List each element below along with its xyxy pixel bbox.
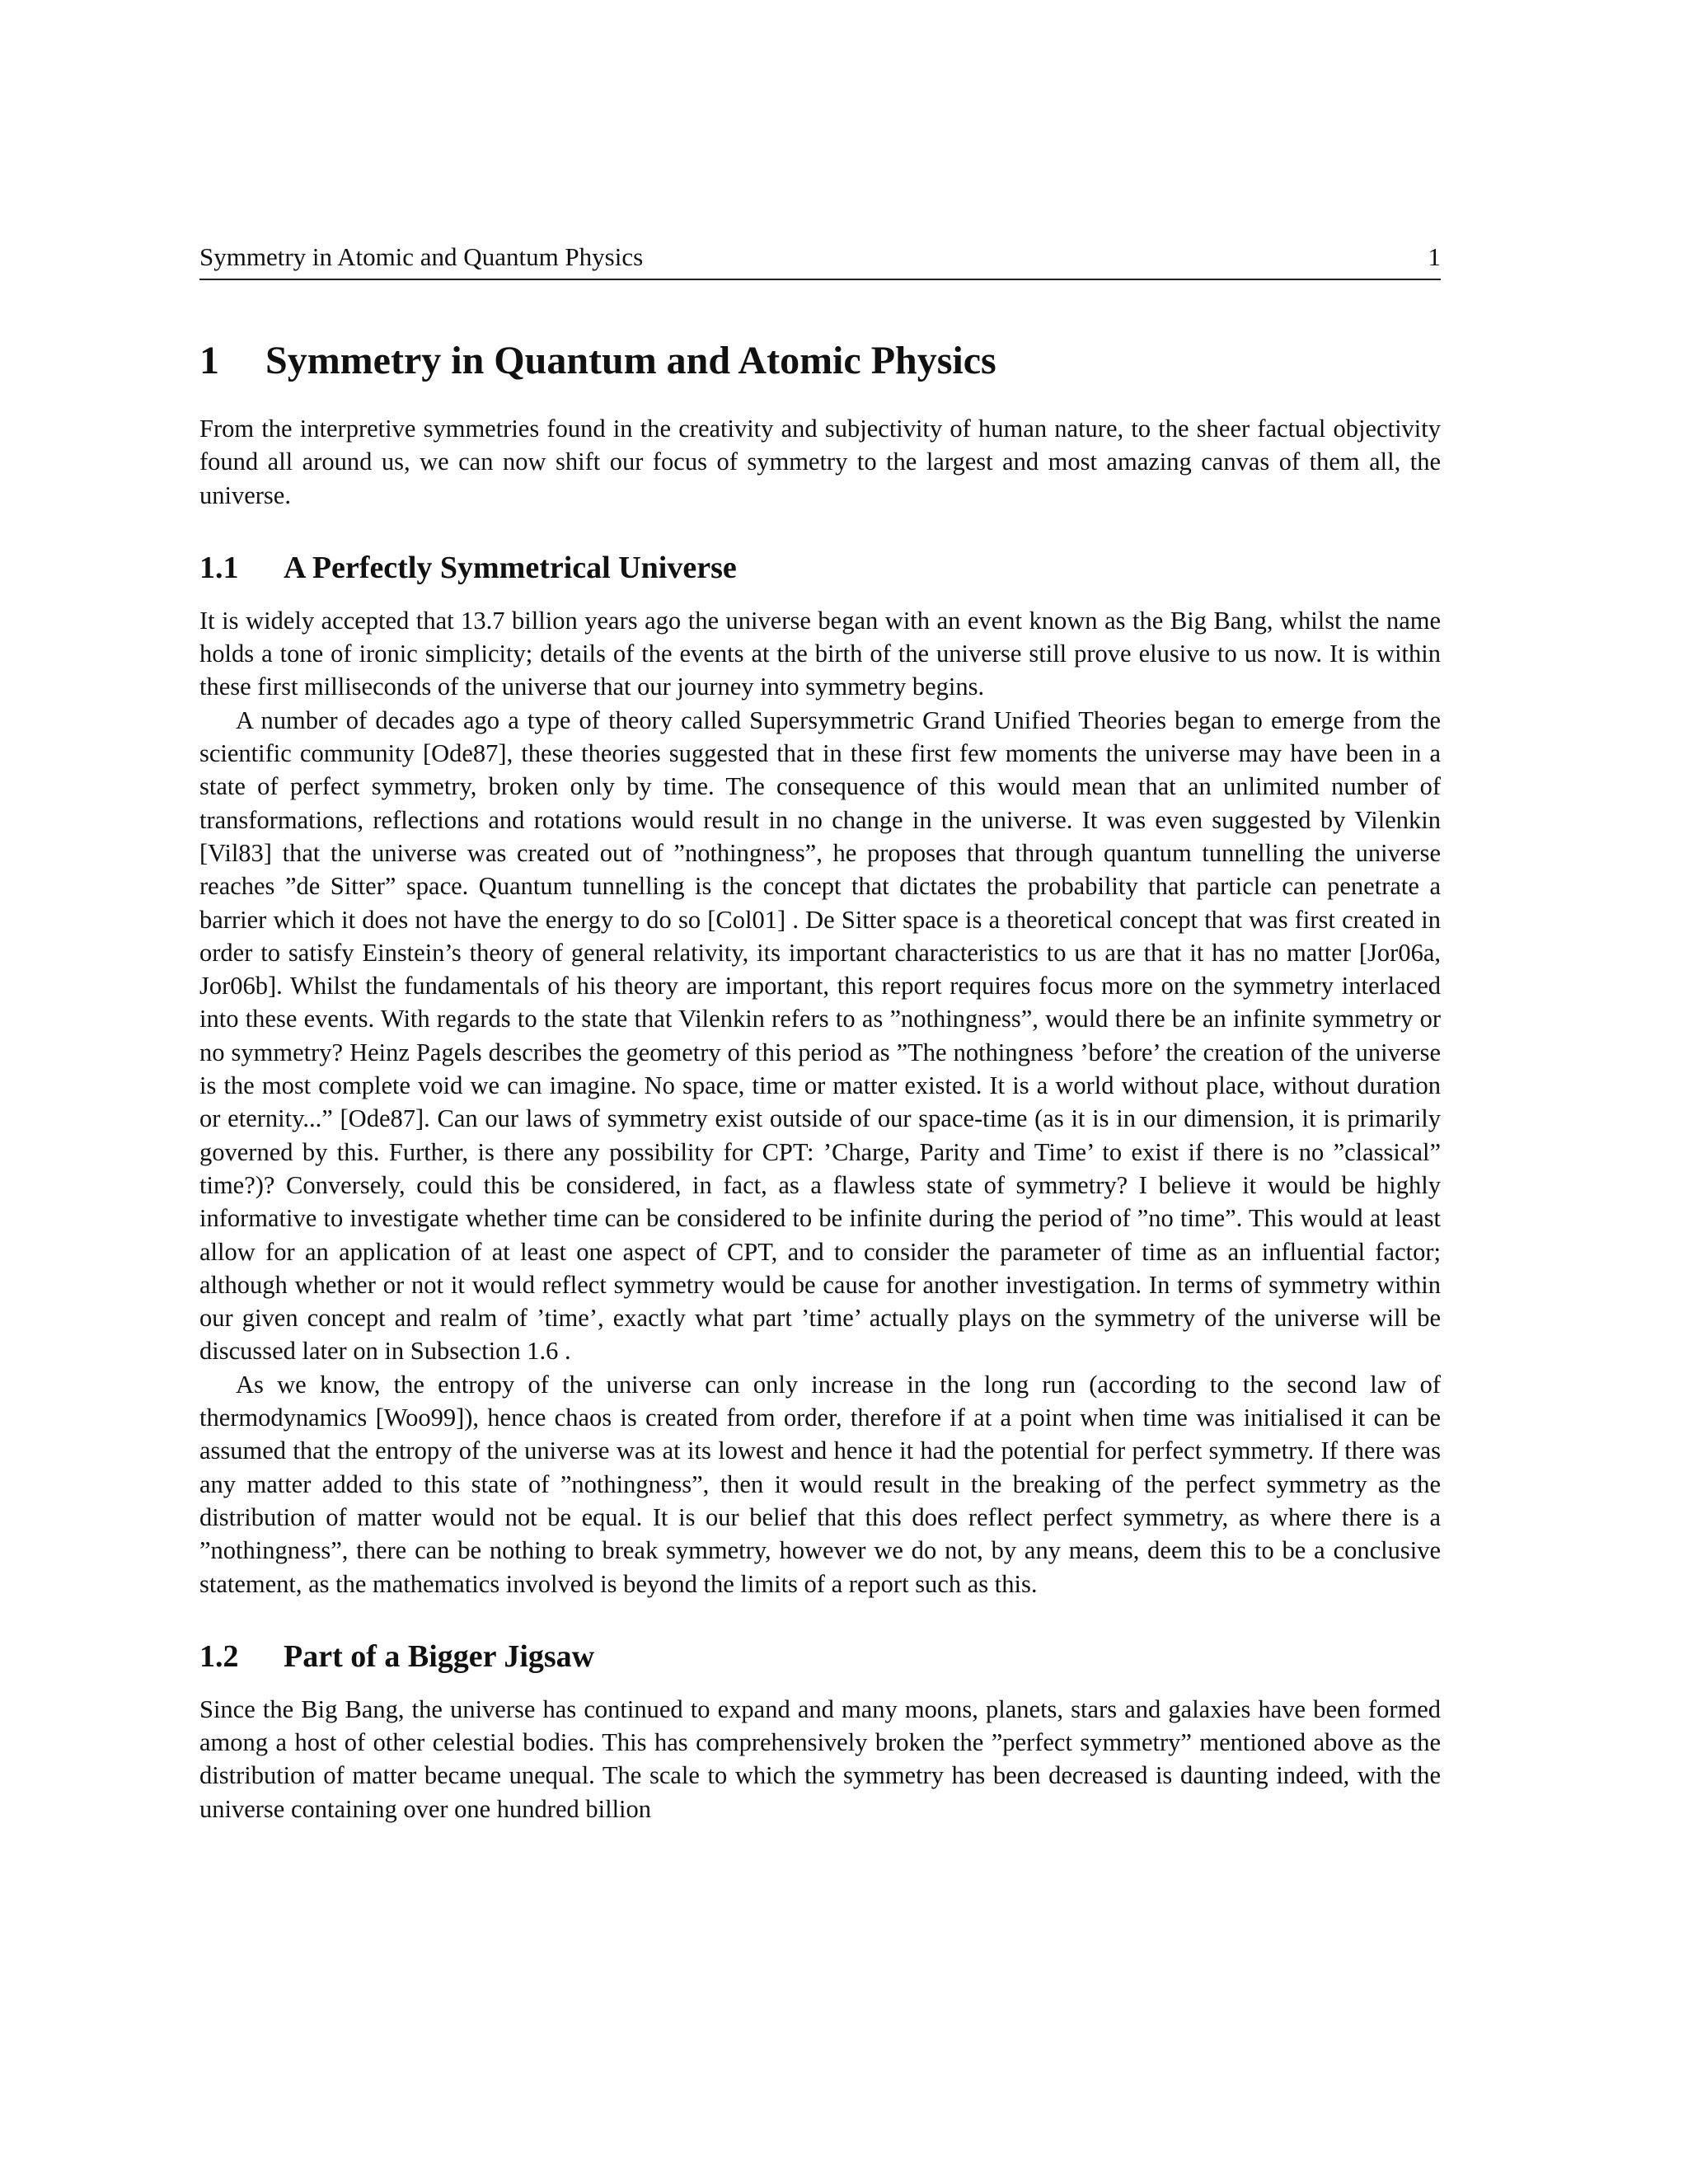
subsection-number: 1.1 xyxy=(199,550,239,585)
section-intro-paragraph: From the interpretive symmetries found in the creativity and subjectivity of human nature, to the sheer factual objectivity found all around us, we can now shift our focus of symmetry to the largest and most amazing canvas of them all, the universe. xyxy=(199,415,1441,509)
section-title: Symmetry in Quantum and Atomic Physics xyxy=(265,339,996,382)
paragraph: Since the Big Bang, the universe has continued to expand and many moons, planets, stars and galaxies have been formed among a host of other celestial bodies. This has comprehensively broken the ”perfect symmetry” mentioned above as the distribution of matter became unequal. The scale to which the symmetry has been decreased is daunting indeed, with the universe containing over one hundred billion xyxy=(199,1694,1441,1823)
subsection-title: A Perfectly Symmetrical Universe xyxy=(284,550,737,585)
paragraph: As we know, the entropy of the universe can only increase in the long run (according to the second law of thermodynamics [Woo99]), hence chaos is created from order, therefore if at a point when time was initialised it can be assumed that the entropy of the universe was at its lowest and hence it had the potential for perfect symmetry. If there was any matter added to this state of ”nothingness”, then it would result in the breaking of the perfect symmetry as the distribution of matter would not be equal. It is our belief that this does reflect perfect symmetry, as where there is a ”nothingness”, there can be nothing to break symmetry, however we do not, by any means, deem this to be a conclusive statement, as the mathematics involved is beyond the limits of a report such as this. xyxy=(199,1370,1441,1598)
subsection-heading-1-1 xyxy=(199,545,1441,591)
running-header xyxy=(199,239,1441,280)
subsection-title: Part of a Bigger Jigsaw xyxy=(284,1638,595,1674)
section-heading xyxy=(199,328,1441,394)
paragraph: It is widely accepted that 13.7 billion years ago the universe began with an event known as the Big Bang, whilst the name holds a tone of ironic simplicity; details of the events at the birth of the universe still prove elusive to us now. It is within these first milliseconds of the universe that our journey into symmetry begins. xyxy=(199,606,1441,701)
subsection-heading-1-2 xyxy=(199,1633,1441,1680)
running-head-title: Symmetry in Atomic and Quantum Physics xyxy=(199,242,644,271)
page-body xyxy=(199,328,1441,1825)
page-number: 1 xyxy=(1428,242,1441,271)
paragraph: A number of decades ago a type of theory called Supersymmetric Grand Unified Theories began to emerge from the scientific community [Ode87], these theories suggested that in these first few moments the universe may have been in a state of perfect symmetry, broken only by time. The consequence of this would mean that an unlimited number of transformations, reflections and rotations would result in no change in the universe. It was even suggested by Vilenkin [Vil83] that the universe was created out of ”nothingness”, he proposes that through quantum tunnelling the universe reaches ”de Sitter” space. Quantum tunnelling is the concept that dictates the probability that particle can penetrate a barrier which it does not have the energy to do so [Col01] . De Sitter space is a theoretical concept that was first created in order to satisfy Einstein’s theory of general relativity, its important characteristics to us are that it has no matter [Jor06a, Jor06b]. Whilst the fundamentals of his theory are important, this report requires focus more on the symmetry interlaced into these events. With regards to the state that Vilenkin refers to as ”nothingness”, would there be an infinite symmetry or no symmetry? Heinz Pagels describes the geometry of this period as ”The nothingness ’before’ the creation of the universe is the most complete void we can imagine. No space, time or matter existed. It is a world without place, without duration or eternity...” [Ode87]. Can our laws of symmetry exist outside of our space-time (as it is in our dimension, it is primarily governed by this. Further, is there any possibility for CPT: ’Charge, Parity and Time’ to exist if there is no ”classical” time?)? Conversely, could this be considered, in fact, as a flawless state of symmetry? I believe it would be highly informative to investigate whether time can be considered to be infinite during the period of ”no time”. This would at least allow for an application of at least one aspect of CPT, and to consider the parameter of time as an influential factor; although whether or not it would reflect symmetry would be cause for another investigation. In terms of symmetry within our given concept and realm of ’time’, exactly what part ’time’ actually plays on the symmetry of the universe will be discussed later on in Subsection 1.6 . xyxy=(199,705,1441,1366)
section-number: 1 xyxy=(199,339,219,382)
subsection-number: 1.2 xyxy=(199,1638,239,1674)
